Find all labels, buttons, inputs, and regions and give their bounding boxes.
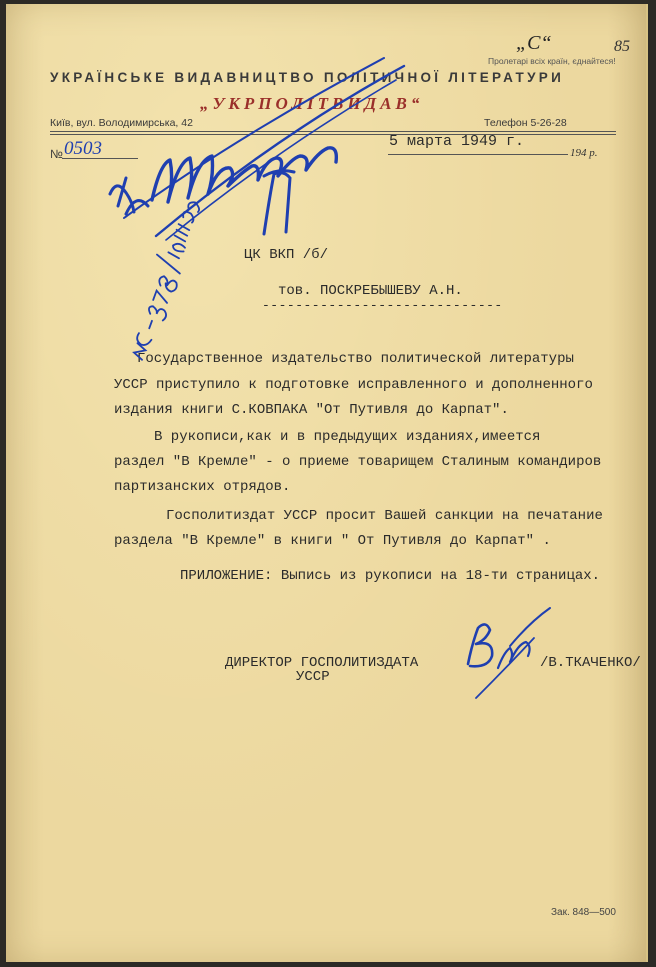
body-line: Государственное издательство политической литературы [137,351,574,367]
registration-handwriting-icon [121,196,206,362]
body-line: издания книги С.КОВПАКА "От Путивля до Карпат". [114,402,509,418]
letterhead-brand: „УКРПОЛІТВИДАВ“ [200,94,424,113]
signature-org: УССР [296,669,330,685]
document-date: 5 марта 1949 г. [389,133,525,150]
year-suffix: 194 р. [570,147,598,159]
ink-layer [6,4,646,962]
handwritten-page-number: 85 [614,38,630,55]
signature-handwriting-icon [468,608,550,698]
letterhead-organization: УКРАЇНСЬКЕ ВИДАВНИЦТВО ПОЛІТИЧНОЇ ЛІТЕРАТУРИ [50,70,565,85]
recipient-name: тов. ПОСКРЕБЫШЕВУ А.Н. [278,283,463,299]
body-line: раздела "В Кремле" в книги " От Путивля до Карпат" . [114,533,551,549]
resolution-handwriting-icon [110,58,404,240]
letterhead-phone: Телефон 5-26-28 [484,117,567,129]
body-line: В рукописи,как и в предыдущих изданиях,имеется [154,429,541,445]
body-line: УССР приступило к подготовке исправленного и дополненного [114,377,593,393]
recipient-underline: ----------------------------- [262,298,503,313]
signature-title: ДИРЕКТОР ГОСПОЛИТИЗДАТА [225,655,419,671]
attachment-line: ПРИЛОЖЕНИЕ: Выпись из рукописи на 18-ти страницах. [180,568,601,584]
document-sheet [6,4,648,962]
body-line: Госполитиздат УССР просит Вашей санкции на печатание [166,508,603,524]
handwritten-code-mark: „С“ [516,32,552,54]
letterhead-motto: Пролетарі всіх країн, єднайтеся! [488,56,616,66]
print-order: Зак. 848—500 [551,907,616,918]
number-prefix: № [50,147,63,161]
letterhead-address: Київ, вул. Володимирська, 42 [50,117,193,129]
body-line: партизанских отрядов. [114,479,291,495]
document-number: 0503 [64,138,102,159]
recipient-org: ЦК ВКП /б/ [244,247,329,263]
resolution-initial-icon [264,171,294,234]
signature-name: /В.ТКАЧЕНКО/ [540,655,641,671]
body-line: раздел "В Кремле" - о приеме товарищем Сталиным командиров [114,454,602,470]
